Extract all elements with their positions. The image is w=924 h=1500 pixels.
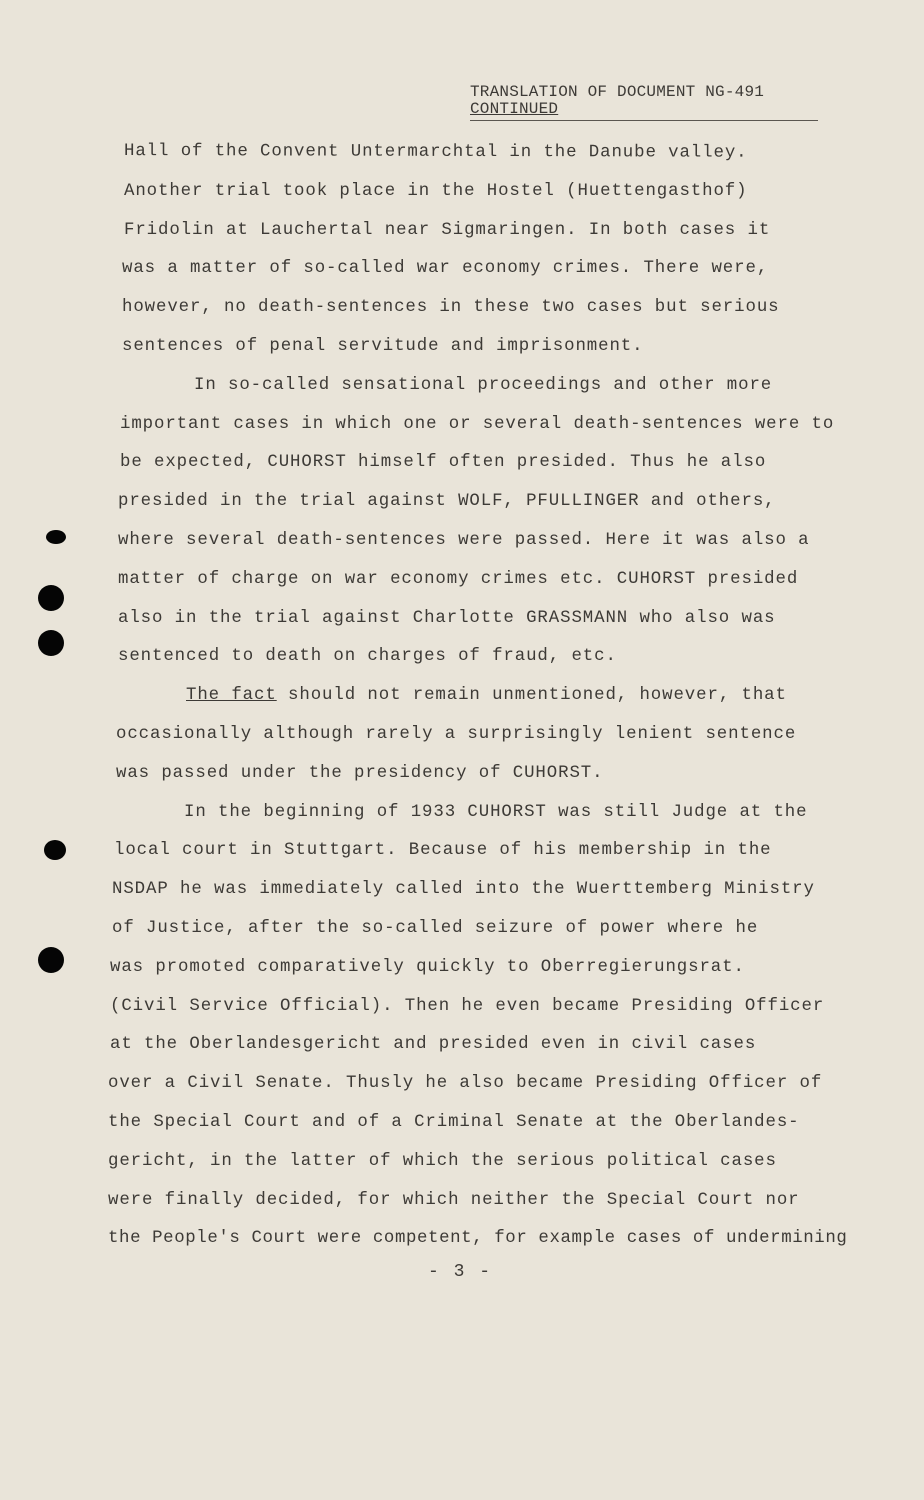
text-line: Another trial took place in the Hostel (Huettengasthof)	[124, 181, 748, 201]
text-line: also in the trial against Charlotte GRASSMANN who also was	[118, 608, 776, 628]
header-continued: CONTINUED	[470, 100, 559, 118]
text-line: presided in the trial against WOLF, PFULLINGER and others,	[118, 492, 776, 512]
text-line: where several death-sentences were passed. Here it was also a	[118, 530, 810, 550]
header-title: TRANSLATION OF DOCUMENT NG-491	[470, 83, 765, 101]
text-line	[108, 683, 878, 722]
text-line: the People's Court were competent, for example cases of undermining	[108, 1229, 848, 1249]
text-line: was a matter of so-called war economy crimes. There were,	[122, 259, 769, 279]
document-header	[470, 84, 820, 121]
text-line: Fridolin at Lauchertal near Sigmaringen. In both cases it	[124, 220, 771, 240]
text-line: sentences of penal servitude and imprisonment.	[122, 336, 644, 356]
text-line: important cases in which one or several death-sentences were to	[120, 414, 835, 434]
text-line: over a Civil Senate. Thusly he also became Presiding Officer of	[108, 1074, 823, 1094]
punch-hole-1	[46, 530, 66, 544]
text-line: (Civil Service Official). Then he even became Presiding Officer	[110, 996, 825, 1016]
text-line: was passed under the presidency of CUHORST.	[116, 763, 604, 783]
text-line: was promoted comparatively quickly to Oberregierungsrat.	[110, 957, 745, 977]
text-line: Hall of the Convent Untermarchtal in the Danube valley.	[123, 142, 748, 163]
punch-hole-5	[38, 947, 64, 973]
text-line: sentenced to death on charges of fraud, etc.	[118, 647, 617, 667]
punch-hole-4	[44, 840, 66, 860]
header-rule	[470, 120, 818, 121]
text-line: of Justice, after the so-called seizure of power where he	[112, 918, 759, 938]
text-line: occasionally although rarely a surprisingly lenient sentence	[116, 724, 797, 744]
text-line: at the Oberlandesgericht and presided even in civil cases	[110, 1035, 757, 1055]
text-line: NSDAP he was immediately called into the Wuerttemberg Ministry	[112, 880, 815, 900]
text-line: were finally decided, for which neither the Special Court nor	[108, 1190, 800, 1210]
text-line: In the beginning of 1933 CUHORST was still Judge at the	[184, 802, 808, 822]
text-line: In so-called sensational proceedings and other more	[194, 375, 773, 395]
underlined-lead: The fact	[186, 686, 277, 706]
text-line: the Special Court and of a Criminal Senate at the Oberlandes-	[108, 1112, 800, 1132]
page-number: - 3 -	[428, 1262, 493, 1282]
text-line: be expected, CUHORST himself often presided. Thus he also	[120, 453, 767, 473]
text-line: however, no death-sentences in these two cases but serious	[122, 298, 780, 318]
text-line: gericht, in the latter of which the serious political cases	[108, 1151, 777, 1171]
punch-hole-3	[38, 630, 64, 656]
text-line: matter of charge on war economy crimes etc. CUHORST presided	[118, 569, 799, 589]
punch-hole-2	[38, 585, 64, 611]
document-body	[108, 140, 878, 1265]
text-line: local court in Stuttgart. Because of his membership in the	[114, 841, 772, 861]
text-line-rest: should not remain unmentioned, however, that	[288, 686, 787, 706]
